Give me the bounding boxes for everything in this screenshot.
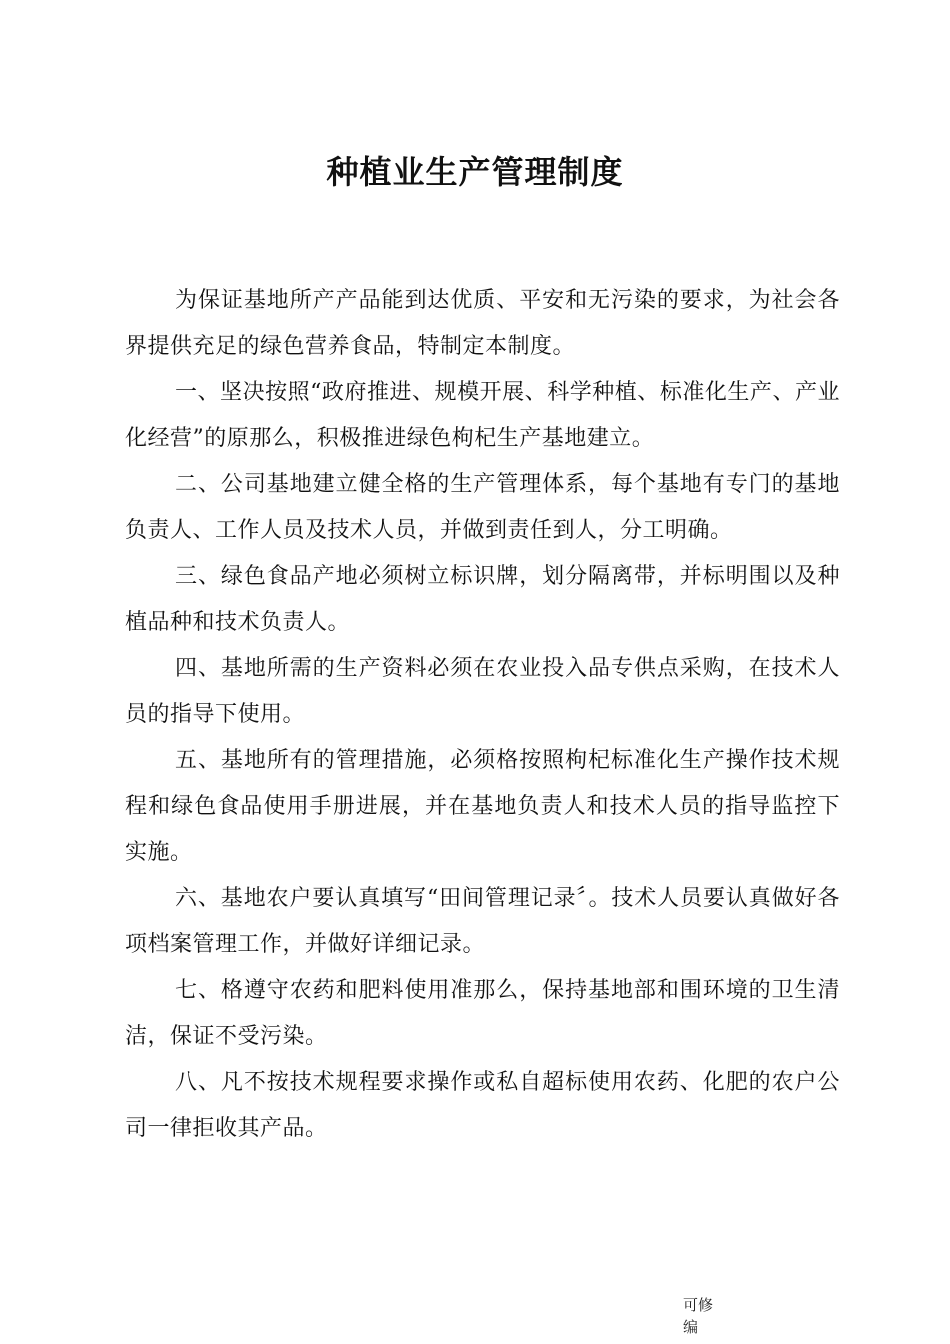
paragraph-item-3: 三、绿色食品产地必须树立标识牌，划分隔离带，并标明围以及种植品种和技术负责人。 xyxy=(125,564,840,635)
paragraph-intro: 为保证基地所产产品能到达优质、平安和无污染的要求，为社会各界提供充足的绿色营养食品，特制定本制度。 xyxy=(125,288,840,359)
paragraph-item-2: 二、公司基地建立健全格的生产管理体系，每个基地有专门的基地负责人、工作人员及技术人员，并做到责任到人，分工明确。 xyxy=(125,472,840,543)
paragraph-item-6: 六、基地农户要认真填写“田间管理记录〞。技术人员要认真做好各项档案管理工作，并做好详细记录。 xyxy=(125,886,840,957)
document-title: 种植业生产管理制度 xyxy=(326,153,624,191)
paragraph-item-5: 五、基地所有的管理措施，必须格按照枸杞标准化生产操作技术规程和绿色食品使用手册进展，并在基地负责人和技术人员的指导监控下实施。 xyxy=(125,748,840,865)
paragraph-item-8: 八、凡不按技术规程要求操作或私自超标使用农药、化肥的农户公司一律拒收其产品。 xyxy=(125,1070,840,1141)
footer-note: 可修编 xyxy=(683,1296,714,1336)
paragraph-item-4: 四、基地所需的生产资料必须在农业投入品专供点采购，在技术人员的指导下使用。 xyxy=(125,656,840,727)
document-body xyxy=(125,278,840,1152)
paragraph-item-1: 一、坚决按照“政府推进、规模开展、科学种植、标准化生产、产业化经营”的原那么，积极推进绿色枸杞生产基地建立。 xyxy=(125,380,840,451)
paragraph-item-7: 七、格遵守农药和肥料使用准那么，保持基地部和围环境的卫生清洁，保证不受污染。 xyxy=(125,978,840,1049)
